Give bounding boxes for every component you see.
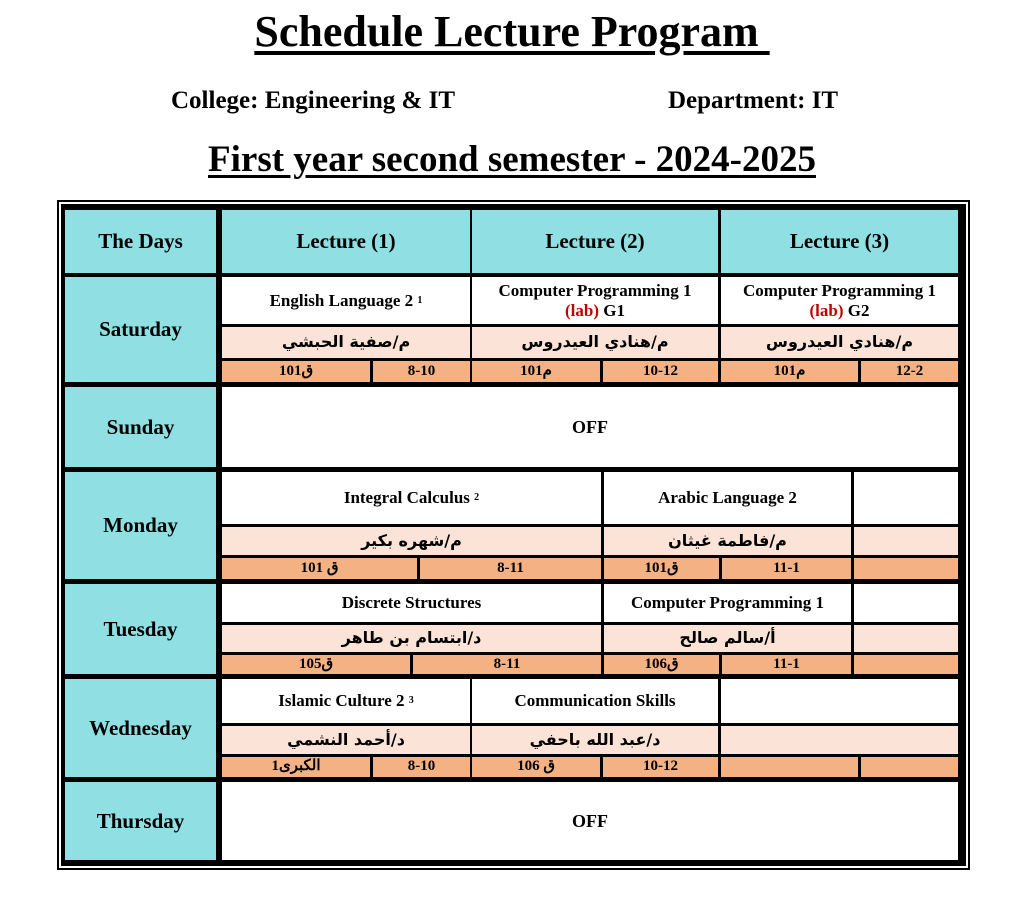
tuesday-l2-instructor: أ/سالم صالح <box>604 625 851 652</box>
saturday-l3-time: 12-2 <box>861 361 958 382</box>
monday-l2-instructor: م/فاطمة غيثان <box>604 527 851 555</box>
saturday-l1-instructor: م/صفية الحبشي <box>222 327 470 358</box>
wednesday-l2-instructor: د/عبد الله باحفي <box>472 726 718 754</box>
wednesday-l1-instructor: د/أحمد النشمي <box>222 726 470 754</box>
monday-l1-instructor: م/شهره بكير <box>222 527 601 555</box>
monday-l3-empty-instructor <box>854 527 958 555</box>
wednesday-l1-room: الكبرى1 <box>222 757 370 777</box>
wednesday-l3-empty-instructor <box>721 726 958 754</box>
saturday-l3-room: م101 <box>721 361 858 382</box>
wednesday-l3-empty-time <box>861 757 958 777</box>
monday-l1-course: Integral Calculus 2 <box>222 472 601 524</box>
saturday-l3-course: Computer Programming 1 (lab) G2 <box>721 277 958 324</box>
sunday-off: OFF <box>222 387 958 467</box>
wednesday-l2-room: ق 106 <box>472 757 600 777</box>
day-wednesday: Wednesday <box>65 679 216 777</box>
saturday-l2-instructor: م/هنادي العيدروس <box>472 327 718 358</box>
wednesday-l3-empty <box>721 679 958 723</box>
header-days: The Days <box>65 210 216 273</box>
monday-l2-course: Arabic Language 2 <box>604 472 851 524</box>
tuesday-l2-course: Computer Programming 1 <box>604 584 851 622</box>
saturday-l2-time: 10-12 <box>603 361 718 382</box>
tuesday-l2-room: ق106 <box>604 655 719 674</box>
saturday-l1-time: 8-10 <box>373 361 470 382</box>
day-tuesday: Tuesday <box>65 584 216 674</box>
tuesday-l1-room: ق105 <box>222 655 410 674</box>
saturday-l2-course: Computer Programming 1 (lab) G1 <box>472 277 718 324</box>
tuesday-l2-time: 11-1 <box>722 655 851 674</box>
wednesday-l1-course: Islamic Culture 2 3 <box>222 679 470 723</box>
monday-l3-empty-slot <box>854 558 958 579</box>
day-sunday: Sunday <box>65 387 216 467</box>
semester-title: First year second semester - 2024-2025 <box>208 139 816 180</box>
monday-l2-room: ق101 <box>604 558 719 579</box>
wednesday-l3-empty-room <box>721 757 858 777</box>
tuesday-l3-empty-instructor <box>854 625 958 652</box>
monday-l2-time: 11-1 <box>722 558 851 579</box>
day-saturday: Saturday <box>65 277 216 382</box>
monday-l3-empty <box>854 472 958 524</box>
saturday-l3-instructor: م/هنادي العيدروس <box>721 327 958 358</box>
day-monday: Monday <box>65 472 216 579</box>
page-title: Schedule Lecture Program <box>254 7 770 56</box>
saturday-l1-course: English Language 2 1 <box>222 277 470 324</box>
wednesday-l2-course: Communication Skills <box>472 679 718 723</box>
day-thursday: Thursday <box>65 782 216 860</box>
tuesday-l1-instructor: د/ابتسام بن طاهر <box>222 625 601 652</box>
header-lecture-1: Lecture (1) <box>222 210 470 273</box>
header-lecture-2: Lecture (2) <box>472 210 718 273</box>
tuesday-l3-empty <box>854 584 958 622</box>
monday-l1-time: 8-11 <box>420 558 601 579</box>
tuesday-l3-empty-slot <box>854 655 958 674</box>
department-label: Department: IT <box>668 87 839 114</box>
saturday-l1-room: ق101 <box>222 361 370 382</box>
tuesday-l1-course: Discrete Structures <box>222 584 601 622</box>
header-lecture-3: Lecture (3) <box>721 210 958 273</box>
thursday-off: OFF <box>222 782 958 860</box>
wednesday-l2-time: 10-12 <box>603 757 718 777</box>
monday-l1-room: ق 101 <box>222 558 417 579</box>
saturday-l2-room: م101 <box>472 361 600 382</box>
tuesday-l1-time: 8-11 <box>413 655 601 674</box>
college-label: College: Engineering & IT <box>171 87 456 114</box>
wednesday-l1-time: 8-10 <box>373 757 470 777</box>
